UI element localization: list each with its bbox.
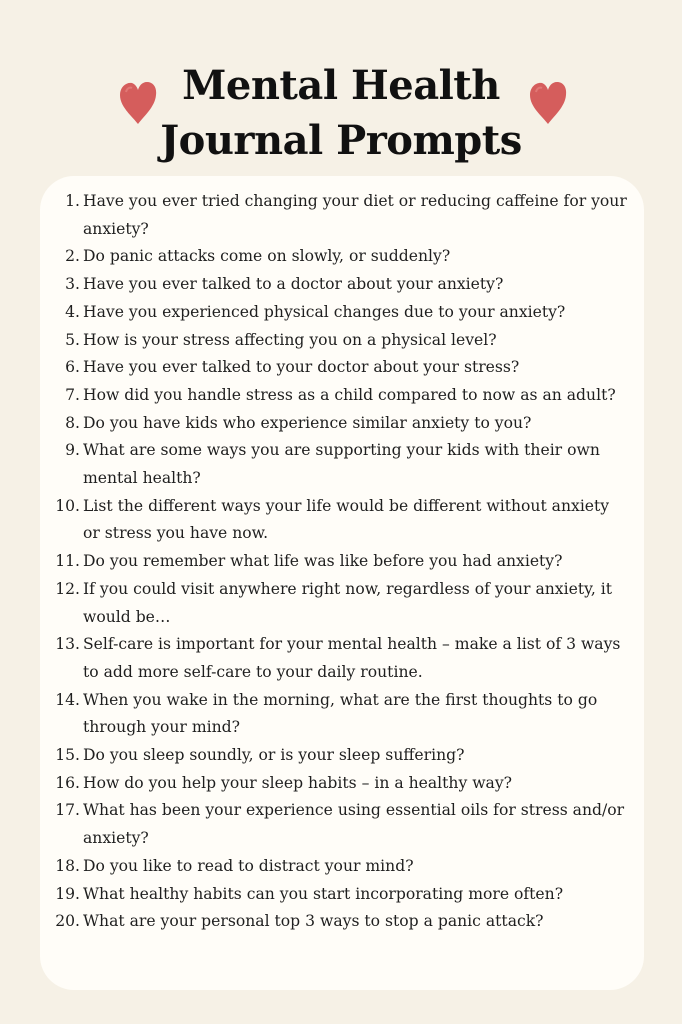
prompt-text: How do you help your sleep habits – in a healthy way? bbox=[83, 773, 513, 792]
prompt-item bbox=[40, 853, 644, 881]
prompt-item bbox=[40, 327, 644, 355]
page-title-line-1: Mental Health bbox=[182, 62, 500, 109]
prompt-number: 4. bbox=[65, 302, 80, 321]
prompt-number: 5. bbox=[65, 330, 80, 349]
prompt-item bbox=[40, 576, 644, 631]
prompt-text: What has been your experience using essential oils for stress and/or anxiety? bbox=[83, 801, 625, 848]
page-title bbox=[0, 58, 682, 168]
prompt-number: 6. bbox=[65, 358, 80, 377]
prompt-item bbox=[40, 188, 644, 243]
prompt-text: Have you ever talked to a doctor about your anxiety? bbox=[83, 275, 504, 294]
prompt-item bbox=[40, 243, 644, 271]
prompt-number: 10. bbox=[55, 496, 80, 515]
prompts-card bbox=[40, 176, 644, 990]
prompt-item bbox=[40, 797, 644, 852]
prompt-item bbox=[40, 354, 644, 382]
prompt-number: 13. bbox=[55, 635, 80, 654]
prompt-number: 11. bbox=[55, 552, 80, 571]
prompt-number: 20. bbox=[55, 912, 80, 931]
prompt-number: 15. bbox=[55, 746, 80, 765]
prompt-text: Have you ever talked to your doctor about your stress? bbox=[83, 358, 520, 377]
prompt-number: 9. bbox=[65, 441, 80, 460]
prompt-text: If you could visit anywhere right now, regardless of your anxiety, it would be… bbox=[83, 579, 612, 626]
prompt-number: 19. bbox=[55, 884, 80, 903]
prompt-item bbox=[40, 631, 644, 686]
prompt-text: Have you experienced physical changes due to your anxiety? bbox=[83, 302, 566, 321]
prompt-item bbox=[40, 271, 644, 299]
prompt-item bbox=[40, 908, 644, 936]
prompt-text: How is your stress affecting you on a physical level? bbox=[83, 330, 497, 349]
prompt-item bbox=[40, 742, 644, 770]
prompt-number: 3. bbox=[65, 275, 80, 294]
prompt-number: 8. bbox=[65, 413, 80, 432]
prompt-item bbox=[40, 770, 644, 798]
prompt-text: When you wake in the morning, what are the first thoughts to go through your mind? bbox=[83, 690, 598, 737]
prompt-text: Do you like to read to distract your mind? bbox=[83, 856, 414, 875]
prompt-text: Do you remember what life was like before you had anxiety? bbox=[83, 552, 563, 571]
prompt-number: 7. bbox=[65, 385, 80, 404]
prompt-item bbox=[40, 548, 644, 576]
prompt-number: 16. bbox=[55, 773, 80, 792]
prompt-item bbox=[40, 493, 644, 548]
prompt-text: What healthy habits can you start incorporating more often? bbox=[83, 884, 564, 903]
prompt-text: Do you sleep soundly, or is your sleep suffering? bbox=[83, 746, 465, 765]
prompt-number: 14. bbox=[55, 690, 80, 709]
prompt-text: List the different ways your life would be different without anxiety or stress you have now. bbox=[83, 496, 610, 543]
prompt-item bbox=[40, 687, 644, 742]
prompt-text: Have you ever tried changing your diet or reducing caffeine for your anxiety? bbox=[83, 192, 627, 238]
prompt-text: Do you have kids who experience similar anxiety to you? bbox=[83, 413, 532, 432]
prompt-text: How did you handle stress as a child compared to now as an adult? bbox=[83, 385, 616, 404]
prompt-number: 18. bbox=[55, 856, 80, 875]
prompt-item bbox=[40, 299, 644, 327]
prompt-number: 2. bbox=[65, 247, 80, 266]
prompt-text: What are some ways you are supporting your kids with their own mental health? bbox=[83, 441, 600, 488]
prompt-text: Do panic attacks come on slowly, or suddenly? bbox=[83, 247, 451, 266]
prompt-item bbox=[40, 410, 644, 438]
prompt-item bbox=[40, 881, 644, 909]
prompt-number: 17. bbox=[55, 801, 80, 820]
prompt-number: 1. bbox=[65, 192, 80, 210]
page-title-line-2: Journal Prompts bbox=[160, 117, 522, 164]
prompt-text: Self-care is important for your mental health – make a list of 3 ways to add more self-care to your daily routine. bbox=[83, 635, 621, 681]
prompt-list bbox=[40, 188, 644, 936]
prompt-item bbox=[40, 437, 644, 492]
prompt-text: What are your personal top 3 ways to stop a panic attack? bbox=[83, 912, 544, 931]
prompt-number: 12. bbox=[55, 579, 80, 598]
prompt-item bbox=[40, 382, 644, 410]
